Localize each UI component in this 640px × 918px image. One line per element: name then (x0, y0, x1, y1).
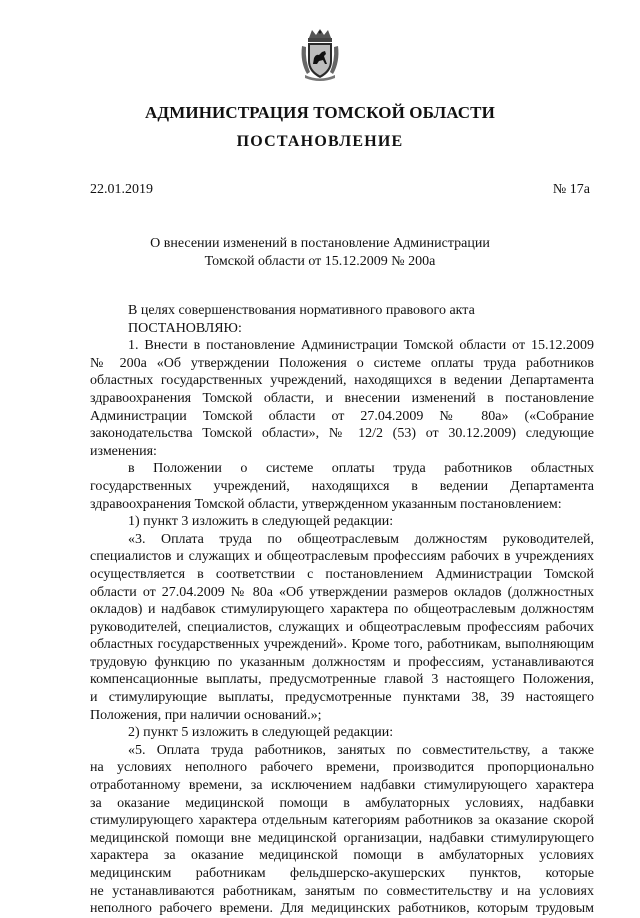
document-date: 22.01.2019 (90, 182, 153, 197)
document-body (90, 302, 594, 918)
body-line: Администрации Томской области от 27.04.2009 № 80а» («Собрание (90, 408, 594, 424)
body-line: характера за оказание медицинской помощи в амбулаторных условиях (90, 848, 594, 864)
body-line: руководителей, специалистов, служащих и общеотраслевым профессиям рабочих (90, 619, 594, 635)
body-line: медицинским работникам фельдшерско-акушерских пунктов, которые (90, 866, 594, 881)
org-title: АДМИНИСТРАЦИЯ ТОМСКОЙ ОБЛАСТИ (145, 103, 495, 122)
body-line: государственных учреждений, находящихся в ведении Департамента (90, 478, 594, 494)
body-line: здравоохранения Томской области, и внесении изменений в постановление (90, 390, 594, 406)
body-line: законодательства Томской области», № 12/2 (53) от 30.12.2009) следующие (90, 426, 594, 442)
body-line: областных государственных учреждений, находящихся в ведении Департамента (90, 373, 594, 389)
body-line: Положения, при наличии оснований.»; (90, 707, 322, 723)
body-line: и стимулирующие выплаты, предусмотренные пунктами 38, 39 настоящего (90, 690, 594, 706)
body-line: специалистов и служащих и общеотраслевым профессиям рабочих в учреждениях (90, 549, 594, 565)
body-line: окладов) и надбавок стимулирующего характера по общеотраслевым должностям (90, 602, 594, 618)
subject-line: О внесении изменений в постановление Администрации (150, 236, 490, 251)
body-line: на условиях неполного рабочего времени, производится пропорционально (90, 760, 594, 776)
body-line: изменения: (90, 443, 157, 459)
body-line: трудовую функцию по указанным должностям и профессиям, устанавливаются (90, 654, 594, 670)
body-line: «5. Оплата труда работников, занятых по совместительству, а также (128, 742, 594, 758)
body-line: осуществляется в соответствии с постановлением Администрации Томской (90, 566, 594, 582)
body-line: в Положении о системе оплаты труда работников областных (128, 461, 594, 477)
body-line: ПОСТАНОВЛЯЮ: (128, 320, 242, 336)
body-line: 2) пункт 5 изложить в следующей редакции: (128, 725, 394, 741)
body-line: за оказание медицинской помощи в амбулаторных условиях, надбавки (90, 795, 594, 811)
body-line: стимулирующего характера отдельным категориям работников за оказание скорой (90, 813, 594, 829)
body-line: не устанавливаются работникам, занятым по совместительству и на условиях (90, 883, 594, 899)
tomsk-region-coat-of-arms-icon (299, 28, 341, 82)
body-line: областных государственных учреждений». Кроме того, работникам, выполняющим (90, 637, 594, 653)
document-subject (0, 235, 640, 271)
body-line: «3. Оплата труда по общеотраслевым должностям руководителей, (128, 531, 594, 547)
body-line: № 200а «Об утверждении Положения о системе оплаты труда работников (90, 355, 594, 371)
subject-line: Томской области от 15.12.2009 № 200а (204, 254, 436, 269)
body-line: неполного рабочего времени. Для медицинских работников, которым трудовым (90, 901, 594, 917)
body-line: отработанному времени, за исключением надбавки стимулирующего характера (90, 778, 594, 794)
body-line: 1. Внести в постановление Администрации Томской области от 15.12.2009 (128, 338, 594, 354)
body-line: 1) пункт 3 изложить в следующей редакции: (128, 514, 394, 530)
body-line: области от 27.04.2009 № 80а «Об утверждении размеров окладов (должностных (90, 584, 594, 600)
body-line: здравоохранения Томской области, утвержденном указанным постановлением: (90, 496, 562, 512)
document-type: ПОСТАНОВЛЕНИЕ (236, 133, 404, 150)
body-line: В целях совершенствования нормативного правового акта (128, 303, 475, 318)
body-line: медицинской помощи вне медицинской организации, надбавки стимулирующего (90, 830, 594, 846)
document-number: № 17а (552, 182, 590, 197)
body-line: компенсационные выплаты, предусмотренные главой 3 настоящего Положения, (90, 672, 594, 688)
